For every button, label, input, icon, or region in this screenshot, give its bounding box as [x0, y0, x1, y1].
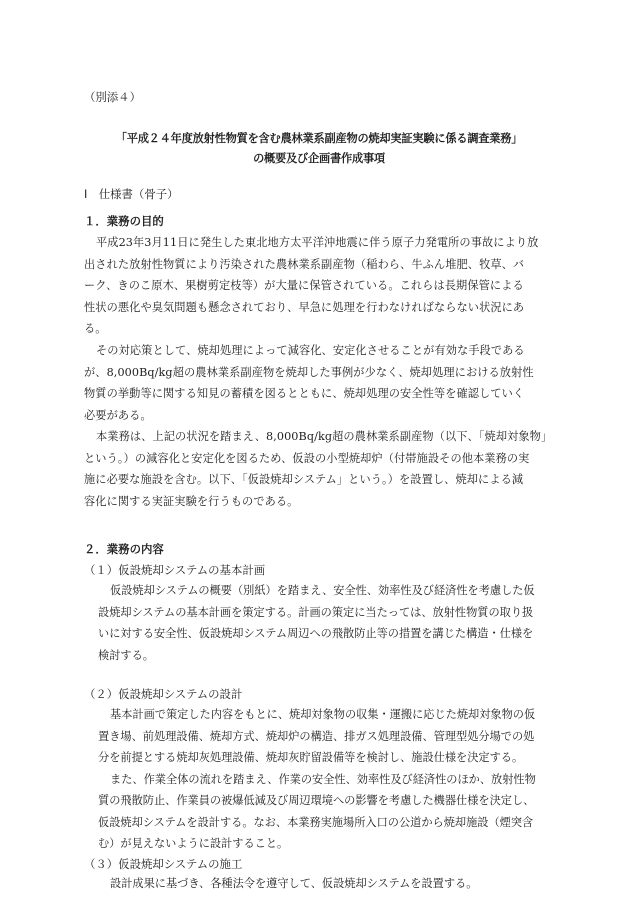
section1-paragraph2 — [84, 340, 552, 426]
paragraph-line: 出された放射性物質により汚染された農林業系副産物（稲わら、牛ふん堆肥、牧草、バ — [84, 257, 525, 271]
subsection1-heading: （１）仮設焼却システムの基本計画 — [84, 563, 266, 577]
paragraph-line: いに対する安全性、仮設焼却システム周辺への飛散防止等の措置を講じた構造・仕様を — [98, 627, 534, 640]
paragraph-line: 分を前提とする焼却灰処理設備、焼却灰貯留設備等を検討し、施設仕様を決定する。 — [98, 751, 524, 764]
document-title-line2: の概要及び企画書作成事項 — [253, 152, 385, 165]
annex-label: （別添４） — [84, 90, 141, 104]
part-heading: Ⅰ 仕様書（骨子） — [84, 187, 179, 201]
paragraph-line: 基本計画で策定した内容をもとに、焼却対象物の収集・運搬に応じた焼却対象物の仮 — [110, 708, 536, 721]
subsection2-paragraph — [98, 704, 552, 855]
paragraph-line: 本業務は、上記の状況を踏まえ、8,000Bq/kg超の農林業系副産物（以下、「焼却対象物」 — [96, 430, 552, 443]
paragraph-line: 置き場、前処理設備、焼却方式、焼却炉の構造、排ガス処理設備、管理型処分場での処 — [98, 729, 535, 743]
paragraph-line: 設焼却システムの基本計画を策定する。計画の策定に当たっては、放射性物質の取り扱 — [98, 605, 534, 619]
paragraph-line: 容化に関する実証実験を行うものである。 — [84, 494, 299, 508]
paragraph-line: また、作業全体の流れを踏まえ、作業の安全性、効率性及び経済性のほか、放射性物 — [110, 772, 536, 786]
section2-heading: ２．業務の内容 — [84, 542, 164, 556]
paragraph-line: という。）の減容化と安定化を図るため、仮設の小型焼却炉（付帯施設その他本業務の実 — [84, 451, 530, 465]
paragraph-line: 施に必要な施設を含む。以下、「仮設焼却システム」という。）を設置し、焼却による減 — [84, 473, 524, 486]
paragraph-line: 仮設焼却システムを設計する。なお、本業務実施場所入口の公道から焼却施設（煙突含 — [98, 815, 534, 829]
subsection1-paragraph — [98, 580, 552, 666]
paragraph-line: ーク、きのこ原木、果樹剪定枝等）が大量に保管されている。これらは長期保管による — [84, 279, 524, 292]
paragraph-line: 必要がある。 — [84, 408, 152, 422]
paragraph-line: 物質の挙動等に関する知見の蓄積を図るとともに、焼却処理の安全性等を確認していく — [84, 387, 525, 400]
paragraph-line: る。 — [84, 322, 107, 335]
paragraph-line: 質の飛散防止、作業員の被爆低減及び周辺環境への影響を考慮した機器仕様を決定し、 — [98, 794, 535, 807]
paragraph-line: む）が見えないように設計すること。 — [98, 837, 289, 850]
paragraph-line: 設計成果に基づき、各種法令を遵守して、仮設焼却システムを設置する。 — [110, 877, 478, 890]
paragraph-line: その対応策として、焼却処理によって減容化、安定化させることが有効な手段である — [96, 344, 525, 357]
paragraph-line: 性状の悪化や臭気問題も懸念されており、早急に処理を行わなければならない状況にあ — [84, 300, 525, 314]
section1-heading: １．業務の目的 — [84, 214, 164, 228]
document-title-line1: 「平成２４年度放射性物質を含む農林業系副産物の焼却実証実験に係る調査業務」 — [115, 132, 523, 145]
paragraph-line: 平成23年3月11日に発生した東北地方太平洋沖地震に伴う原子力発電所の事故により放 — [96, 236, 539, 249]
section1-paragraph3 — [84, 426, 552, 512]
subsection3-heading: （３）仮設焼却システムの施工 — [84, 857, 243, 871]
paragraph-line: が、8,000Bq/kg超の農林業系副産物を焼却した事例が少なく、焼却処理における放射性 — [84, 365, 534, 379]
paragraph-line: 仮設焼却システムの概要（別紙）を踏まえ、安全性、効率性及び経済性を考慮した仮 — [110, 584, 535, 597]
paragraph-line: 検討する。 — [98, 648, 154, 662]
section1-paragraph1 — [84, 232, 552, 340]
subsection2-heading: （２）仮設焼却システムの設計 — [84, 687, 243, 701]
subsection3-paragraph — [98, 873, 552, 895]
